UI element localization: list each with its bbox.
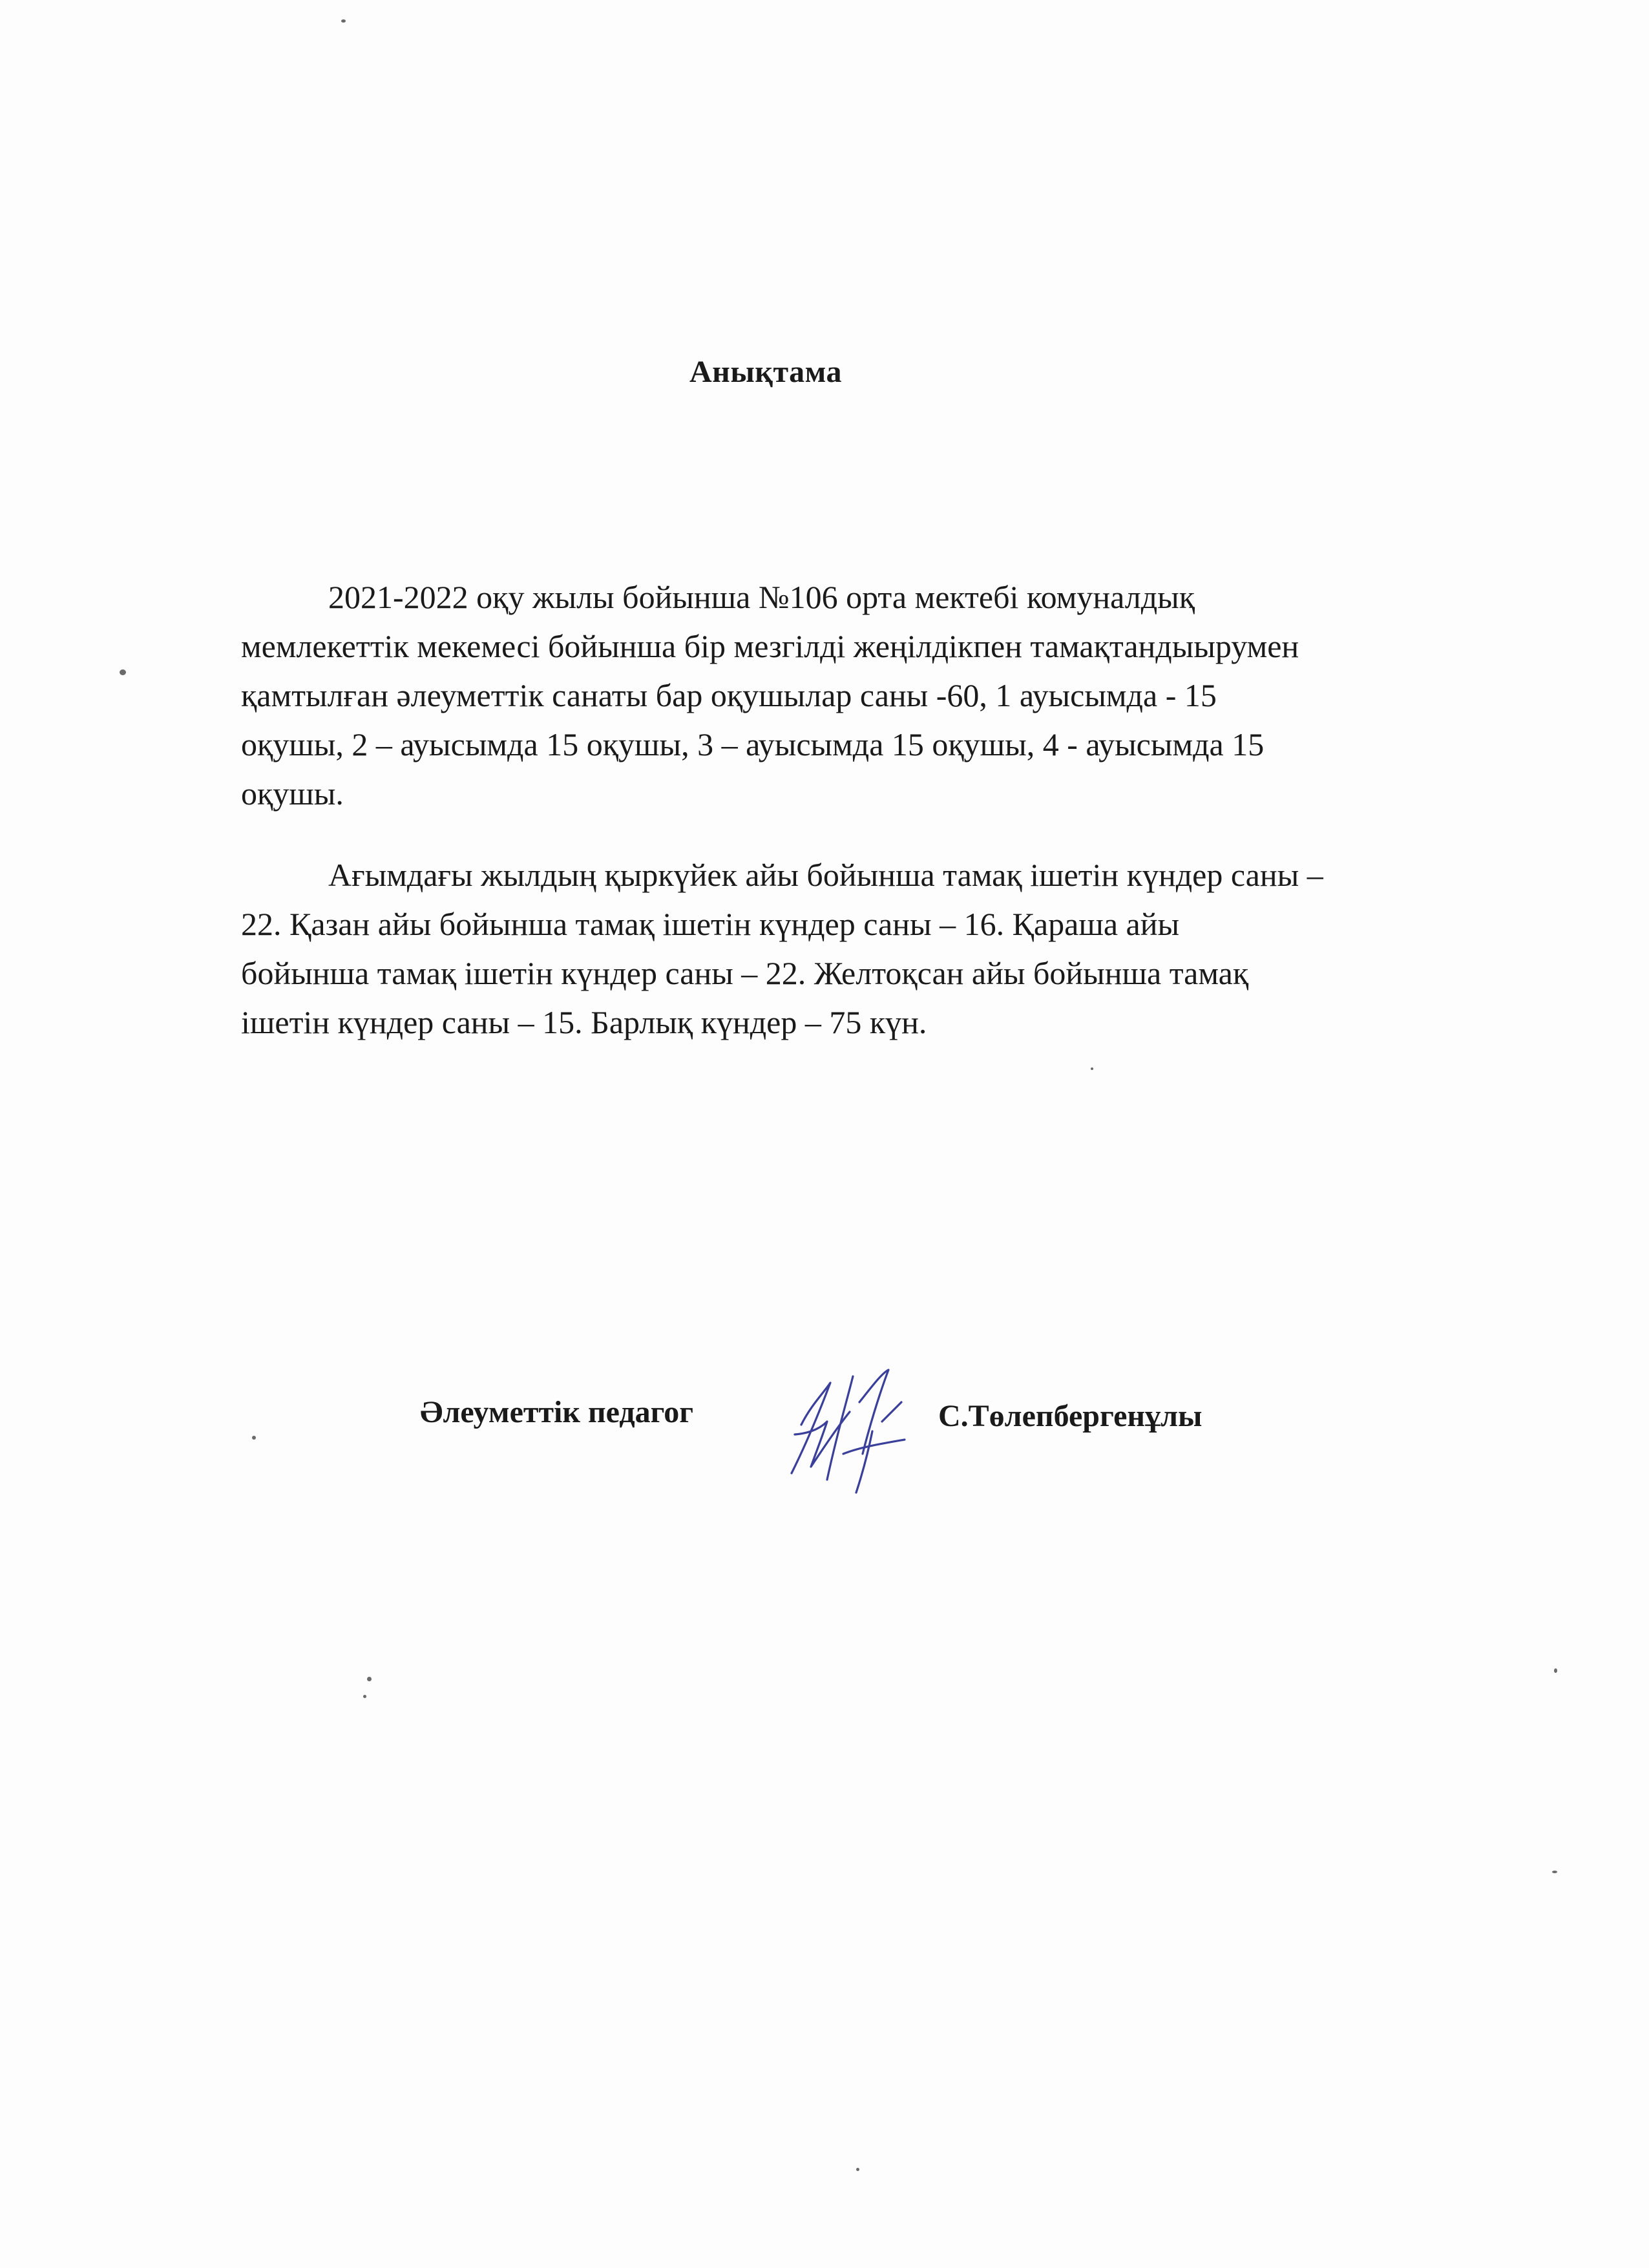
signatory-name: С.Төлепбергенұлы xyxy=(938,1399,1203,1433)
paragraph-students xyxy=(241,572,1527,818)
handwritten-signature xyxy=(775,1357,930,1506)
text-line: мемлекеттік мекемесі бойынша бір мезгілді жеңілдікпен тамақтандыырумен xyxy=(241,628,1299,664)
scan-speck xyxy=(363,1695,366,1698)
scan-speck xyxy=(367,1677,372,1681)
text-line: бойынша тамақ ішетін күндер саны – 22. Желтоқсан айы бойынша тамақ xyxy=(241,955,1249,991)
scan-speck xyxy=(856,2168,859,2171)
document-title: Анықтама xyxy=(689,355,842,389)
signature-block xyxy=(0,1383,1649,1512)
text-line: 22. Қазан айы бойынша тамақ ішетін күндер саны – 16. Қараша айы xyxy=(241,906,1180,942)
scan-speck xyxy=(1552,1871,1557,1873)
scan-speck xyxy=(1554,1668,1557,1673)
text-line: оқушы. xyxy=(241,775,344,812)
scan-speck xyxy=(252,1436,256,1440)
text-line: оқушы, 2 – ауысымда 15 оқушы, 3 – ауысымда 15 оқушы, 4 - ауысымда 15 xyxy=(241,726,1265,762)
scan-speck xyxy=(341,19,346,23)
scan-speck xyxy=(120,669,126,675)
text-line: 2021-2022 оқу жылы бойынша №106 орта мектебі комуналдық xyxy=(328,579,1195,615)
text-line: қамтылған әлеуметтік санаты бар оқушылар саны -60, 1 ауысымда - 15 xyxy=(241,677,1217,713)
signatory-role: Әлеуметтік педагог xyxy=(420,1395,694,1429)
scan-speck xyxy=(1091,1067,1093,1070)
paragraph-meal-days xyxy=(241,850,1527,1047)
text-line: Ағымдағы жылдың қыркүйек айы бойынша тамақ ішетін күндер саны – xyxy=(328,857,1323,893)
text-line: ішетін күндер саны – 15. Барлық күндер – 75 күн. xyxy=(241,1004,927,1040)
